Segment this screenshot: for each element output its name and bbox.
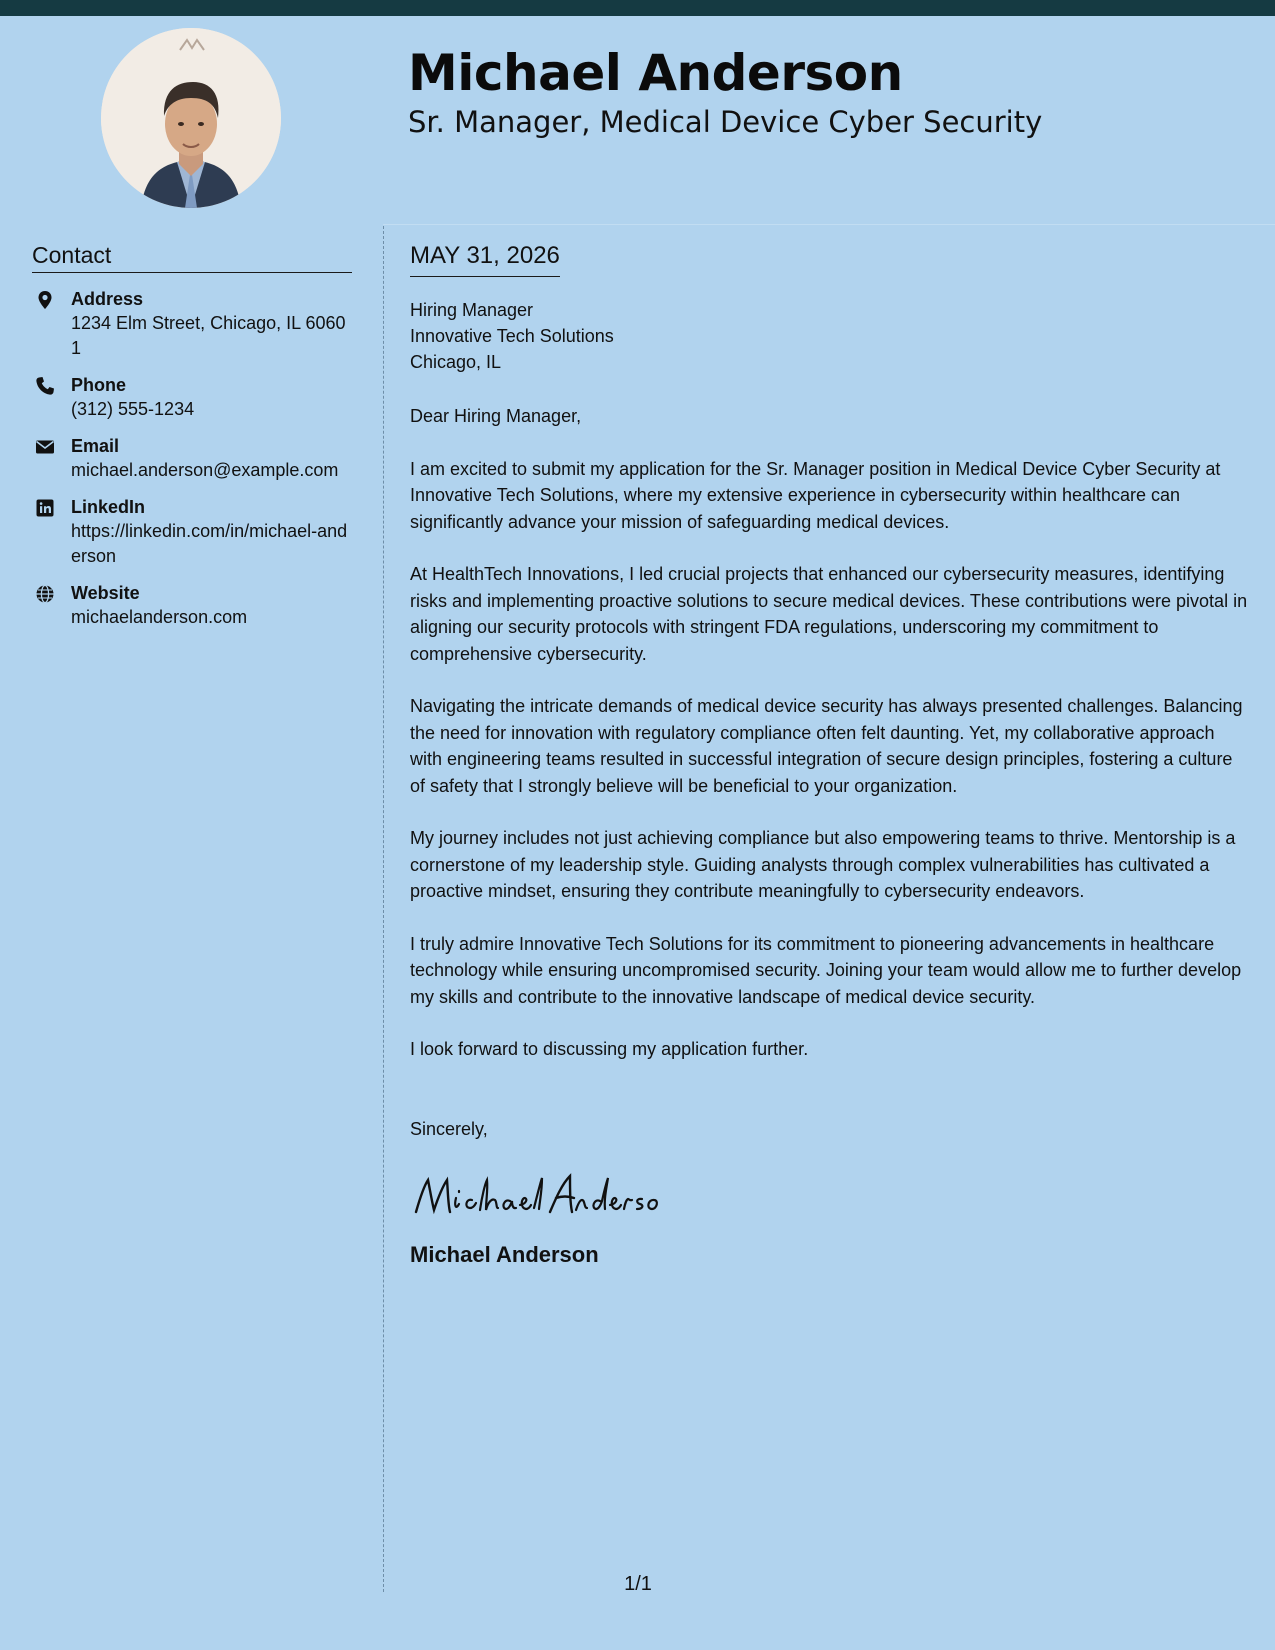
signer-name: Michael Anderson <box>410 1242 599 1267</box>
letter-paragraph: I truly admire Innovative Tech Solutions for its commitment to pioneering advancements in healthcare technology while ensuring uncompromised security. Joining your team would allow me to further develop my skills and contribute to the innovative landscape of medical device security. <box>410 933 1242 1007</box>
linkedin-icon <box>35 498 55 518</box>
letter-paragraph: At HealthTech Innovations, I led crucial projects that enhanced our cybersecurity measures, identifying risks and implementing proactive solutions to secure medical devices. These contributions were pivotal in aligning our security protocols with stringent FDA regulations, underscoring my commitment to comprehensive cybersecurity. <box>410 564 1248 664</box>
recipient-block <box>410 297 1250 375</box>
letter-paragraph: My journey includes not just achieving compliance but also empowering teams to thrive. Mentorship is a cornerstone of my leadership style. Guiding analysts through complex vulnerabilities has cultivated a proactive mindset, ensuring they contribute meaningfully to cybersecurity endeavors. <box>410 828 1236 901</box>
page-number: 1/1 <box>624 1573 652 1595</box>
contact-list <box>32 287 352 630</box>
email-value[interactable]: michael.anderson@example.com <box>71 460 339 480</box>
cover-letter-body <box>410 240 1250 1270</box>
linkedin-label: LinkedIn <box>71 497 146 517</box>
contact-item-website <box>32 581 352 630</box>
handwritten-signature <box>410 1168 1250 1222</box>
column-divider <box>383 226 384 1592</box>
recipient-line: Chicago, IL <box>410 352 502 372</box>
letter-date: MAY 31, 2026 <box>410 240 560 277</box>
envelope-icon <box>35 437 55 457</box>
contact-item-linkedin <box>32 495 352 569</box>
sign-off: Sincerely, <box>410 1118 488 1139</box>
top-accent-bar <box>0 0 1275 16</box>
phone-value[interactable]: (312) 555-1234 <box>71 399 195 419</box>
contact-item-email <box>32 434 352 483</box>
website-value[interactable]: michaelanderson.com <box>71 607 248 627</box>
website-label: Website <box>71 583 140 603</box>
phone-icon <box>35 376 55 396</box>
linkedin-value[interactable]: https://linkedin.com/in/michael-anderson <box>71 521 348 566</box>
header-divider <box>383 224 1275 225</box>
phone-label: Phone <box>71 375 127 395</box>
profile-photo <box>101 28 281 208</box>
salutation: Dear Hiring Manager, <box>410 406 582 426</box>
contact-sidebar <box>32 240 352 630</box>
closing-line: I look forward to discussing my application further. <box>410 1039 809 1059</box>
applicant-job-title: Sr. Manager, Medical Device Cyber Security <box>408 105 1043 139</box>
letter-paragraph: I am excited to submit my application for the Sr. Manager position in Medical Device Cyber Security at Innovative Tech Solutions, where my extensive experience in cybersecurity within healthcare can significantly advance your mission of safeguarding medical devices. <box>410 458 1221 532</box>
map-pin-icon <box>35 290 55 310</box>
contact-heading: Contact <box>32 240 352 273</box>
contact-item-address <box>32 287 352 361</box>
recipient-line: Hiring Manager <box>410 300 534 320</box>
globe-icon <box>35 584 55 604</box>
letter-paragraph: Navigating the intricate demands of medical device security has always presented challenges. Balancing the need for innovation with regulatory compliance often felt daunting. Yet, my collaborative approach with engineering teams resulted in successful integration of secure design principles, fostering a culture of safety that I strongly believe will be beneficial to your organization. <box>410 696 1243 796</box>
applicant-name: Michael Anderson <box>408 44 903 102</box>
address-label: Address <box>71 289 144 309</box>
address-value: 1234 Elm Street, Chicago, IL 60601 <box>71 313 346 358</box>
recipient-line: Innovative Tech Solutions <box>410 326 614 346</box>
email-label: Email <box>71 436 120 456</box>
contact-item-phone <box>32 373 352 422</box>
